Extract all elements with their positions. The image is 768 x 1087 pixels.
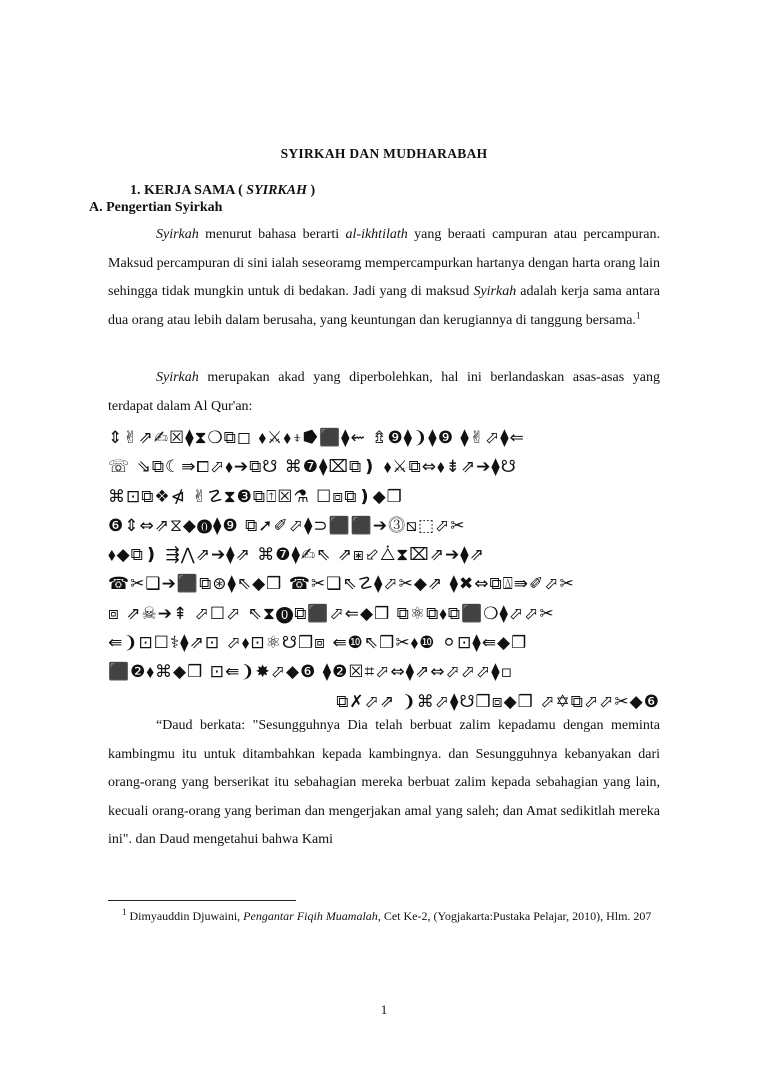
quran-verse-line: ⧉✗⬀⇗ ❩⌘⬀⧫☋❒⧈◆❒ ⬀✡⧉⬀⬀✂◆❻ [336, 691, 660, 712]
paragraph-text: adalah kerja sama antara dua orang atau lebih dalam berusaha, yang keuntungan dan kerugiannya di tanggung bersama. [108, 284, 660, 328]
section-heading [130, 183, 315, 199]
paragraph-definition [108, 221, 660, 335]
page-number: 1 [380, 1002, 388, 1017]
term-syirkah: Syirkah [156, 370, 199, 385]
quran-verse-line: ⇕✌⇗✍☒⧫⧗❍⧉◻ ⬧⚔⬧⍖⭓⬛⧫⇜ ⇯❾⧫❩⧫❾ ⧫✌⬀⧫⇐ [108, 428, 525, 448]
term-al-ikhtilath: al-ikhtilath [345, 227, 408, 242]
paragraph-text: merupakan akad yang diperbolehkan, hal ini berlandaskan asas-asas yang terdapat dalam Al Qur'an: [108, 370, 660, 414]
footnote-reference[interactable]: 1 [635, 309, 641, 320]
footnote-text: Dimyauddin Djuwaini, [126, 909, 244, 923]
section-heading-text: KERJA SAMA ( [144, 183, 247, 198]
paragraph-text: yang beraati campuran atau percampuran. Maksud percampuran di sini ialah seseoramg mempercampurkan hartanya dengan harta orang lain sehingga tidak mungkin untuk di bedakan. Jadi yang di maksud [108, 227, 660, 299]
quran-verse-line: ⬧◆⧉❫ ⇶⋀⇗➔⧫⇗ ⌘❼⧫✍⇖ ⇗⧆⬃⧊⧗⌧⇗➔⧫⇗ [108, 545, 485, 566]
document-title: SYIRKAH DAN MUDHARABAH [280, 146, 488, 161]
quran-verse-line: ⧈ ⇗☠➔⇞ ⬀☐⬀ ⇖⧗⓿⧉⬛⬀⇐◆❒ ⧉⚛⧉⬧⧉⬛❍⧫⬀⬀✂ [108, 603, 555, 624]
footnote-number: 1 [122, 907, 127, 917]
paragraph-text: menurut bahasa berarti [198, 227, 346, 242]
paragraph-translation [108, 712, 660, 855]
quran-verse-line: ❻⇕⇔⇗⧖◆⓿⧫❾ ⧉➚✐⬀⧫⊃⬛⬛➔⓷⧅⬚⬀✂ [108, 515, 466, 536]
term-syirkah: Syirkah [473, 284, 517, 299]
footnote-divider [108, 900, 296, 901]
quran-verse-block [108, 424, 660, 717]
footnote-text: , Cet Ke-2, (Yogjakarta:Pustaka Pelajar, 2010), Hlm. 207 [377, 909, 652, 923]
footnote-book-title: Pengantar Fiqih Muamalah [243, 909, 378, 923]
section-heading-italic: SYIRKAH [246, 183, 307, 198]
term-syirkah: Syirkah [156, 227, 199, 242]
quran-verse-line: ⌘⊡⧉❖⋪ ✌☡⧗❸⧉⍐☒⚗ ☐⧈⧉❫◆❒ [108, 486, 403, 507]
subsection-heading: A. Pengertian Syirkah [89, 200, 223, 215]
translation-text: “Daud berkata: "Sesungguhnya Dia telah berbuat zalim kepadamu dengan meminta kambingmu itu untuk ditambahkan kepada kambingnya. dan Sesungguhnya kebanyakan dari orang-orang yang berserikat itu sebahagian mereka berbuat zalim kepada sebahagian yang lain, kecuali orang-orang yang beriman dan mengerjakan amal yang saleh; dan Amat sedikitlah mereka ini". dan Daud mengetahui bahwa Kami [108, 718, 660, 847]
section-heading-number: 1. [130, 183, 141, 198]
quran-verse-line: ☏ ⇘⧉☾⇛⧠⬀⬧➔⧉☋ ⌘❼⧫⌧⧉❫ ⬧⚔⧉⇔⬧⇟⇗➔⧫☋ [108, 457, 517, 478]
quran-verse-line: ⬛❷⬧⌘◆❒ ⊡⇚❩✸⬀◆❻ ⧫❷☒⌗⬀⇔⧫⇗⇔⬀⬀⬀⧫▫ [108, 662, 514, 683]
section-heading-close: ) [307, 183, 316, 198]
footnote [108, 908, 660, 925]
paragraph-basis [108, 364, 660, 421]
quran-verse-line: ☎✂❑➔⬛⧉⊛⧫⇖◆❒ ☎✂❑⇖☡⧫⬀✂◆⇗ ⧫✖⇔⧉⍍⇛✐⬀✂ [108, 574, 575, 595]
quran-verse-line: ⇚❩⊡☐⚕⧫⇗⊡ ⬀⬧⊡⚛☋❒⧈ ⇚❿⇖❒✂⬧❿ ⚪⊡⧫⇚◆❒ [108, 633, 528, 654]
